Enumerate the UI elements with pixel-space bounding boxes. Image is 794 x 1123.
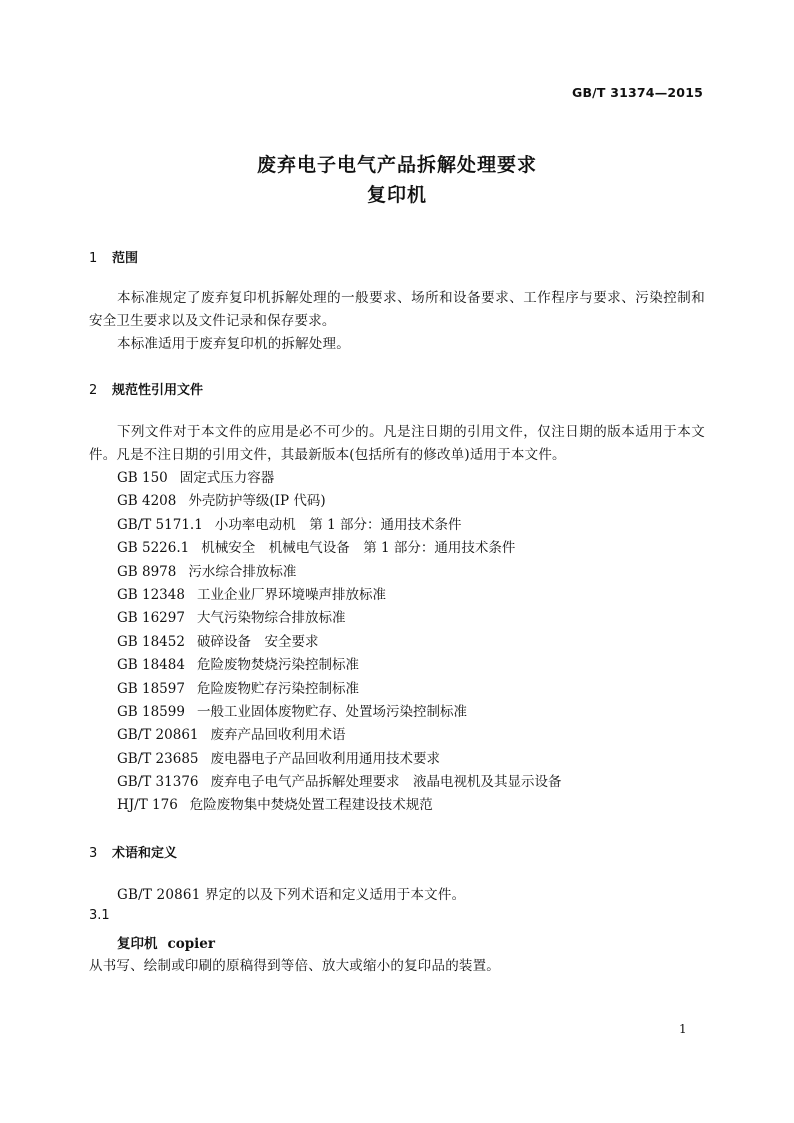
reference-item	[117, 467, 562, 490]
applicability-paragraph: 本标准适用于废弃复印机的拆解处理。	[117, 336, 350, 352]
references-intro-paragraph: 下列文件对于本文件的应用是必不可少的。凡是注日期的引用文件，仅注日期的版本适用于本文件。凡是不注日期的引用文件，其最新版本(包括所有的修改单)适用于本文件。	[89, 424, 705, 463]
term-entry	[117, 932, 215, 952]
reference-title: 外壳防护等级(IP 代码)	[188, 493, 326, 510]
reference-item	[117, 561, 562, 584]
reference-item	[117, 490, 562, 513]
reference-title: 固定式压力容器	[179, 470, 275, 486]
reference-code: GB/T 23685	[117, 750, 199, 767]
term-english: copier	[167, 936, 215, 952]
section-title: 规范性引用文件	[112, 383, 204, 398]
reference-code: GB/T 20861	[117, 727, 199, 744]
reference-item	[117, 678, 562, 701]
reference-code: GB 12348	[117, 586, 185, 603]
reference-code: GB 150	[117, 470, 168, 486]
reference-title: 工业企业厂界环境噪声排放标准	[196, 586, 386, 603]
reference-item	[117, 514, 562, 537]
reference-title: 废弃产品回收利用术语	[210, 727, 346, 744]
reference-title: 破碎设备 安全要求	[196, 633, 319, 650]
section-2-heading	[89, 379, 203, 398]
reference-code: HJ/T 176	[117, 797, 178, 814]
reference-code: GB 8978	[117, 563, 177, 580]
reference-title: 大气污染物综合排放标准	[196, 610, 346, 627]
document-title: 废弃电子电气产品拆解处理要求	[256, 154, 537, 176]
reference-title: 危险废物集中焚烧处置工程建设技术规范	[189, 797, 433, 814]
terms-intro-paragraph: GB/T 20861 界定的以及下列术语和定义适用于本文件。	[117, 887, 466, 903]
reference-item	[117, 771, 562, 794]
clause-number: 3.1	[89, 908, 110, 923]
standard-number: GB/T 31374—2015	[571, 85, 703, 100]
section-title: 范围	[112, 251, 139, 266]
reference-code: GB 4208	[117, 493, 177, 510]
reference-code: GB 18484	[117, 657, 185, 674]
reference-code: GB 18599	[117, 703, 185, 720]
reference-item	[117, 794, 562, 817]
reference-item	[117, 584, 562, 607]
section-number: 2	[89, 383, 98, 398]
reference-item	[117, 701, 562, 724]
reference-title: 一般工业固体废物贮存、处置场污染控制标准	[196, 703, 467, 720]
term-chinese: 复印机	[117, 936, 158, 952]
reference-title: 危险废物贮存污染控制标准	[196, 680, 359, 697]
page-number: 1	[679, 1022, 687, 1036]
term-definition: 从书写、绘制或印刷的原稿得到等倍、放大或缩小的复印品的装置。	[89, 958, 500, 974]
reference-code: GB/T 31376	[117, 774, 199, 791]
reference-title: 危险废物焚烧污染控制标准	[196, 657, 359, 674]
reference-item	[117, 537, 562, 560]
reference-code: GB 18597	[117, 680, 185, 697]
reference-code: GB 5226.1	[117, 540, 190, 557]
reference-item	[117, 724, 562, 747]
reference-title: 废弃电子电气产品拆解处理要求 液晶电视机及其显示设备	[210, 774, 562, 791]
document-subtitle: 复印机	[366, 184, 427, 206]
reference-code: GB 18452	[117, 633, 185, 650]
section-title: 术语和定义	[112, 846, 178, 861]
normative-references-list	[117, 467, 562, 818]
reference-code: GB/T 5171.1	[117, 516, 203, 533]
reference-title: 小功率电动机 第 1 部分：通用技术条件	[214, 516, 462, 533]
reference-code: GB 16297	[117, 610, 185, 627]
reference-item	[117, 631, 562, 654]
reference-item	[117, 654, 562, 677]
reference-item	[117, 748, 562, 771]
reference-title: 机械安全 机械电气设备 第 1 部分：通用技术条件	[201, 540, 516, 557]
section-1-heading	[89, 247, 138, 266]
section-number: 1	[89, 251, 98, 266]
section-3-heading	[89, 842, 177, 861]
section-number: 3	[89, 846, 98, 861]
reference-title: 废电器电子产品回收利用通用技术要求	[210, 750, 440, 767]
reference-title: 污水综合排放标准	[188, 563, 297, 580]
scope-paragraph: 本标准规定了废弃复印机拆解处理的一般要求、场所和设备要求、工作程序与要求、污染控制和安全卫生要求以及文件记录和保存要求。	[89, 290, 705, 329]
reference-item	[117, 607, 562, 630]
